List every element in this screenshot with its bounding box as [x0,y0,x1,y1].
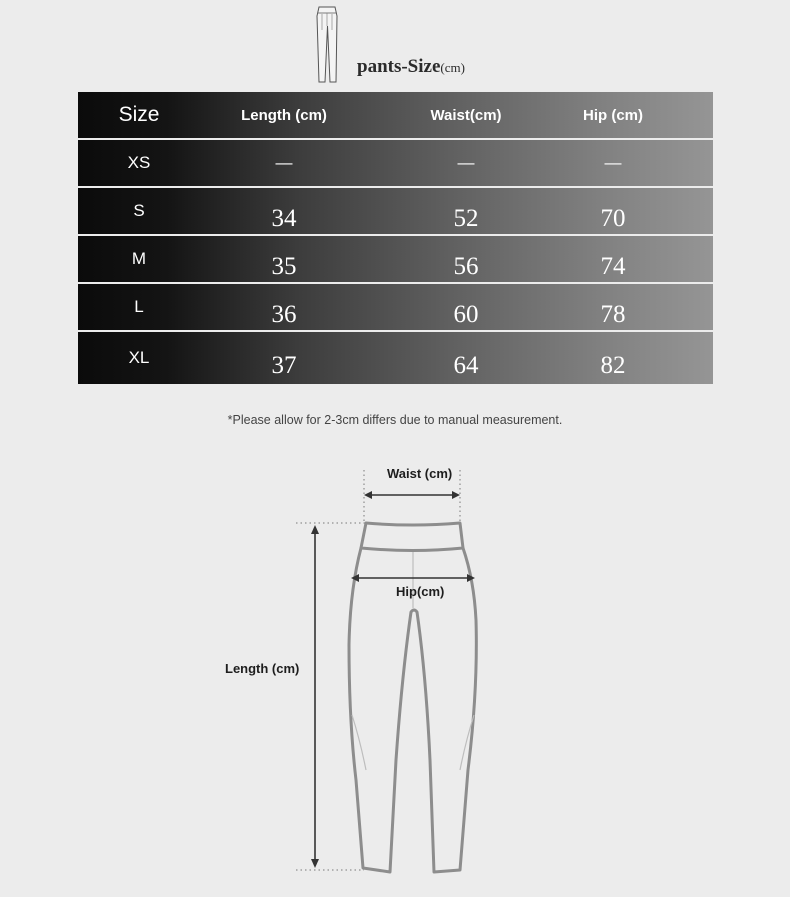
length-cell: — [275,153,293,172]
waist-cell: 56 [453,253,479,280]
measurement-note: *Please allow for 2-3cm differs due to manual measurement. [227,413,563,427]
waist-cell: 64 [453,352,479,379]
size-table [78,92,713,384]
size-cell: XS [127,153,151,172]
header [0,0,790,90]
pants-icon [314,4,340,84]
waist-cell: 60 [453,301,479,328]
table-row [78,188,713,234]
table-row [78,284,713,330]
table-row [78,140,713,186]
header-length: Length (cm) [241,106,327,124]
length-cell: 35 [271,253,297,280]
hip-cell: 78 [600,301,626,328]
title-unit: (cm) [440,60,465,75]
size-cell: S [133,201,145,220]
size-cell: L [134,297,144,316]
size-cell: M [131,249,147,268]
waist-cell: 52 [453,205,479,232]
measurement-diagram [0,440,790,897]
waist-cell: — [457,153,475,172]
hip-cell: — [604,153,622,172]
header-hip: Hip (cm) [583,106,643,124]
header-waist: Waist(cm) [430,106,502,124]
header-size: Size [118,103,160,126]
size-cell: XL [128,348,150,367]
waist-label: Waist (cm) [387,466,453,481]
hip-cell: 82 [600,352,626,379]
length-cell: 37 [271,352,297,379]
page-title [357,56,465,78]
hip-cell: 70 [600,205,626,232]
leggings-illustration [0,440,790,897]
table-row [78,236,713,282]
length-cell: 36 [271,301,297,328]
table-header-row [78,92,713,138]
hip-cell: 74 [600,253,626,280]
hip-label: Hip(cm) [396,584,445,599]
table-row [78,332,713,384]
waist-arrow [364,491,460,499]
length-arrow [311,525,319,868]
title-text: pants-Size [357,56,441,77]
length-cell: 34 [271,205,297,232]
length-label: Length (cm) [225,661,300,676]
